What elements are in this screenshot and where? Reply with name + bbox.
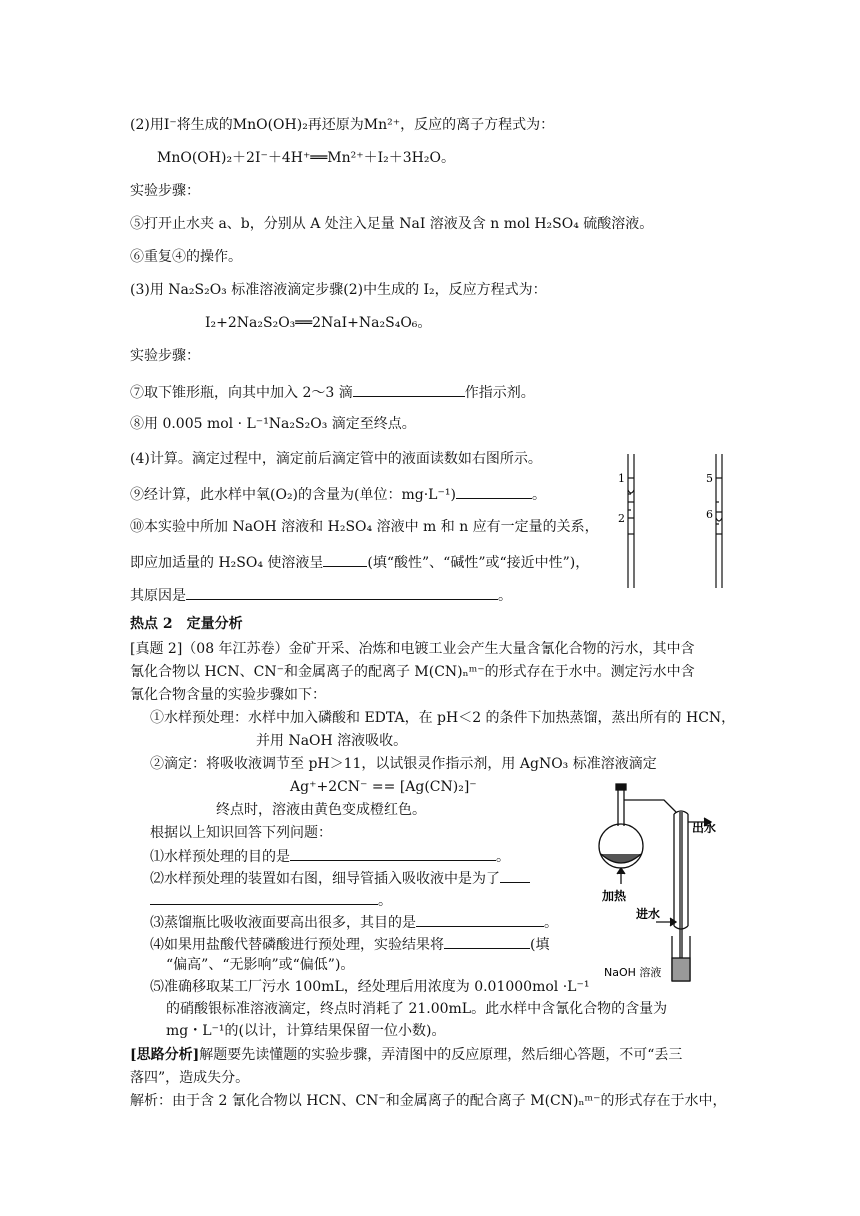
question-4-cont: “偏高”、“无影响”或“偏低”)。 [166, 957, 355, 973]
question-5-a: ⑸准确移取某工厂污水 100mL，经处理后用浓度为 0.01000mol ·L⁻¹ [150, 979, 590, 995]
step7: ⑦取下锥形瓶，向其中加入 2～3 滴 作指示剂。 [130, 382, 535, 402]
reason-blank[interactable] [186, 585, 498, 600]
burette-right-tick-6: 6 [706, 508, 713, 521]
hotspot-step1-b: 并用 NaOH 溶液吸收。 [256, 733, 408, 749]
analysis-label: [思路分析] [130, 1047, 200, 1063]
part3-title: (3)用 Na₂S₂O₃ 标准溶液滴定步骤(2)中生成的 I₂，反应方程式为： [130, 282, 547, 298]
hotspot-title: 热点 2 定量分析 [130, 616, 243, 632]
hotspot-step2-eq: Ag⁺+2CN⁻ == [Ag(CN)₂]⁻ [290, 779, 477, 795]
hotspot-step2-b: 终点时，溶液由黄色变成橙红色。 [216, 802, 426, 818]
question-4: ⑷如果用盐酸代替磷酸进行预处理，实验结果将 (填 [150, 934, 549, 954]
part3-equation: I₂+2Na₂S₂O₃══2NaI+Na₂S₄O₆。 [205, 315, 432, 331]
step9: ⑨经计算，此水样中氧(O₂)的含量为(单位：mg·L⁻¹) 。 [130, 484, 546, 504]
step5: ⑤打开止水夹 a、b，分别从 A 处注入足量 NaI 溶液及含 n mol H₂SO₄ 硫酸溶液。 [130, 216, 654, 232]
burette-figure [608, 446, 748, 596]
step10-c: 其原因是 。 [130, 585, 512, 605]
part4-title: (4)计算。滴定过程中，滴定前后滴定管中的液面读数如右图所示。 [130, 451, 542, 467]
question-1: ⑴水样预处理的目的是 。 [150, 846, 510, 866]
question-5-b: 的硝酸银标准溶液滴定，终点时消耗了 21.00mL。此水样中含氰化合物的含量为 [166, 1001, 668, 1017]
hotspot-step1-a: ①水样预处理：水样中加入磷酸和 EDTA，在 pH＜2 的条件下加热蒸馏，蒸出所有的 HCN， [150, 710, 736, 726]
step10: ⑩本实验中所加 NaOH 溶液和 H₂SO₄ 溶液中 m 和 n 应有一定量的关系， [130, 519, 599, 535]
hotspot-step2-a: ②滴定：将吸收液调节至 pH＞11，以试银灵作指示剂，用 AgNO₃ 标准溶液滴定 [150, 756, 657, 772]
part3-steps-label: 实验步骤： [130, 348, 200, 364]
step7-blank[interactable] [353, 382, 465, 397]
analysis: [思路分析]解题要先读懂题的实验步骤，弄清图中的反应原理，然后细心答题，不可“丢三 [130, 1047, 683, 1063]
hotspot-intro-1: [真题 2]（08 年江苏卷）金矿开采、冶炼和电镀工业会产生大量含氰化合物的污水，其中含 [130, 641, 695, 657]
step8: ⑧用 0.005 mol · L⁻¹Na₂S₂O₃ 滴定至终点。 [130, 416, 416, 432]
q3-blank[interactable] [416, 912, 544, 927]
part2-title: (2)用I⁻将生成的MnO(OH)₂再还原为Mn²⁺，反应的离子方程式为： [130, 117, 555, 133]
burette-left-tick-2: 2 [618, 512, 625, 525]
label-heat: 加热 [602, 889, 627, 903]
question-3: ⑶蒸馏瓶比吸收液面要高出很多，其目的是 。 [150, 912, 558, 932]
question-intro: 根据以上知识回答下列问题： [150, 825, 332, 841]
jiexi: 解析：由于含 2 氰化合物以 HCN、CN⁻和金属离子的配合离子 M(CN)ₙᵐ⁻的形式存在于水中， [130, 1093, 727, 1109]
hotspot-intro-3: 氰化合物含量的实验步骤如下： [130, 687, 326, 703]
distillation-apparatus [596, 776, 746, 986]
burette-right-tick-5: 5 [706, 472, 713, 485]
part2-equation: MnO(OH)₂＋2I⁻＋4H⁺══Mn²⁺＋I₂＋3H₂O。 [157, 150, 455, 166]
step10-b: 即应加适量的 H₂SO₄ 使溶液呈 (填“酸性”、“碱性”或“接近中性”)， [130, 552, 589, 572]
label-in-water: 进水 [636, 907, 661, 921]
q4-blank[interactable] [444, 934, 530, 949]
label-naoh: NaOH 溶液 [604, 966, 662, 979]
q2-blank-b[interactable] [150, 890, 378, 905]
part2-steps-label: 实验步骤： [130, 183, 200, 199]
step6: ⑥重复④的操作。 [130, 249, 242, 265]
question-2: ⑵水样预处理的装置如右图，细导管插入吸收液中是为了 [150, 868, 530, 888]
q2-blank-a[interactable] [500, 868, 530, 883]
question-2-cont: 。 [150, 890, 392, 910]
hotspot-intro-2: 氰化合物以 HCN、CN⁻和金属离子的配离子 M(CN)ₙᵐ⁻的形式存在于水中。测定污水中含 [130, 664, 695, 680]
step9-blank[interactable] [456, 484, 532, 499]
burette-left-tick-1: 1 [618, 472, 625, 485]
question-5-c: mg・L⁻¹的(以计，计算结果保留一位小数)。 [166, 1023, 446, 1039]
q1-blank[interactable] [290, 846, 496, 861]
step10-blank[interactable] [323, 552, 367, 567]
label-out-water: 出水 [692, 821, 717, 835]
analysis-cont: 落四”，造成失分。 [130, 1070, 250, 1086]
